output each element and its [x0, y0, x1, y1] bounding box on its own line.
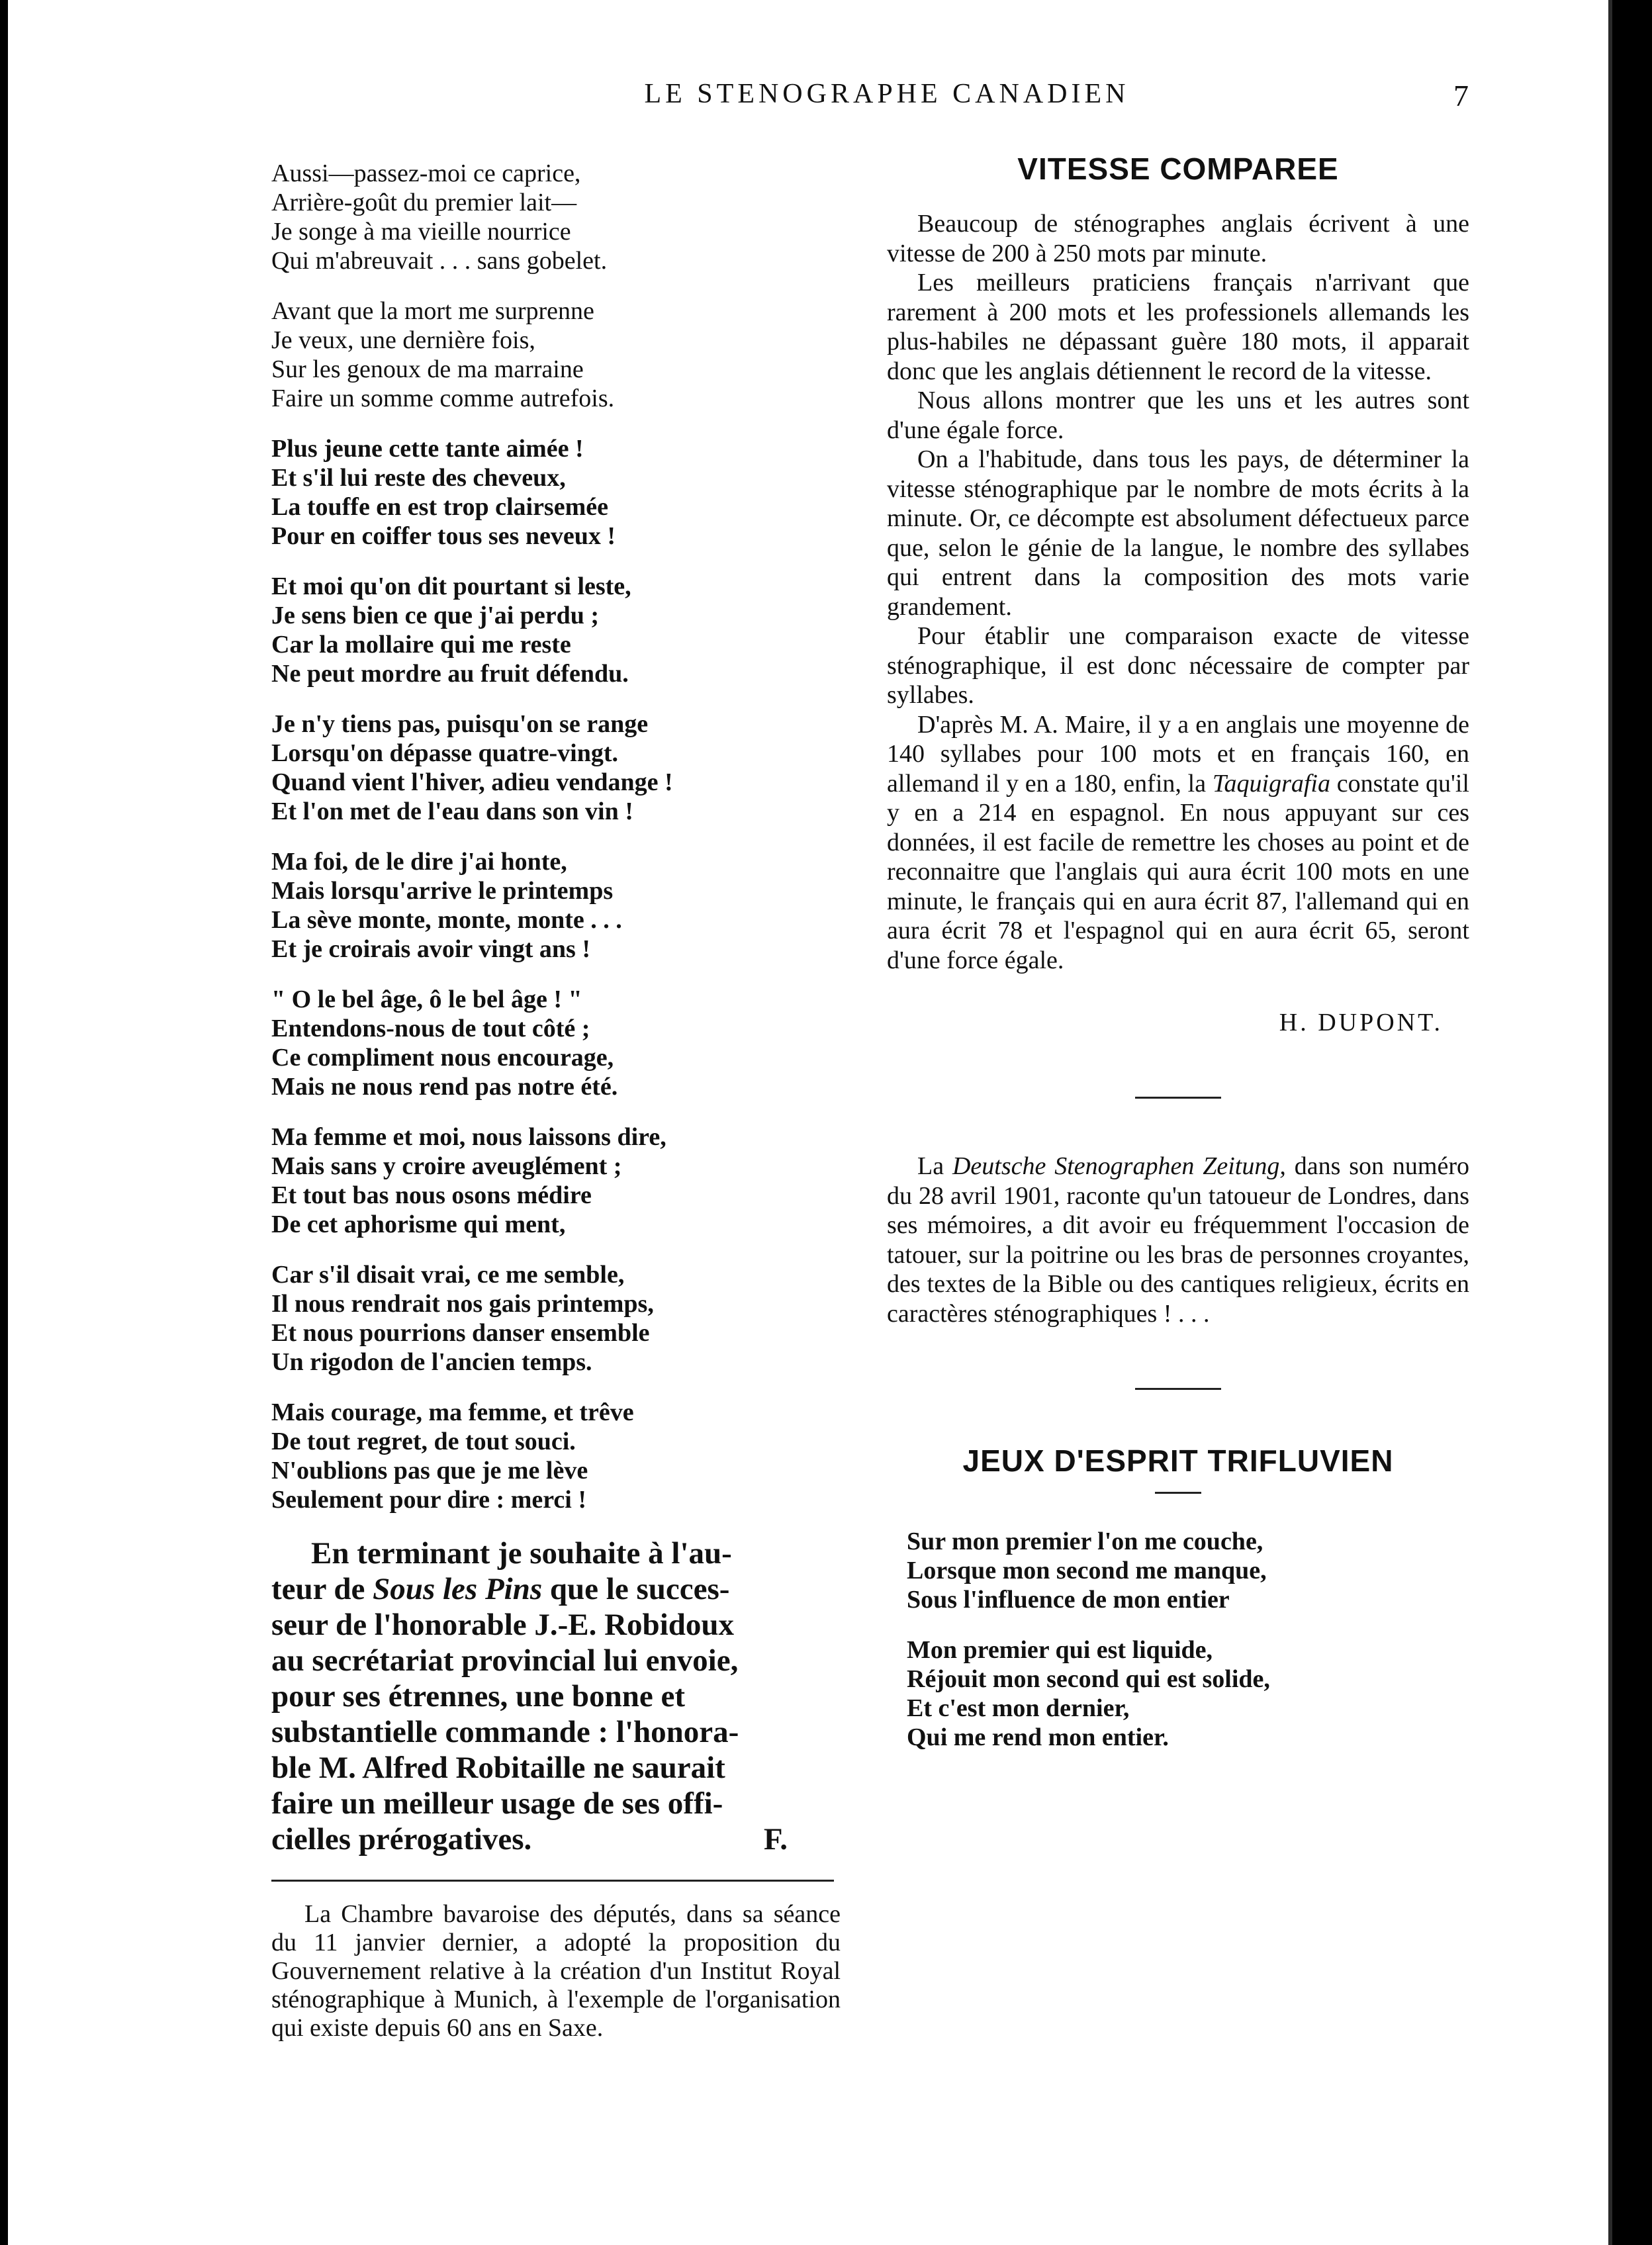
poem-line: Avant que la mort me surprenne — [271, 297, 594, 325]
poem-line: N'oublions pas que je me lève — [271, 1457, 588, 1485]
poem-line: Qui m'abreuvait . . . sans gobelet. — [271, 247, 608, 275]
riddle-poem — [887, 1527, 1469, 1752]
riddle-stanza — [887, 1527, 1469, 1614]
scan-border-right — [1612, 0, 1652, 2245]
poem-line: Et moi qu'on dit pourtant si leste, — [271, 573, 631, 600]
scan-border-left — [0, 0, 8, 2245]
jeux-title: JEUX D'ESPRIT TRIFLUVIEN — [962, 1443, 1394, 1478]
book-title: Sous les Pins — [373, 1572, 543, 1606]
poem-line: La touffe en est trop clairsemée — [271, 493, 608, 521]
vitesse-paragraph: Les meilleurs praticiens français n'arrivant que rarement à 200 mots et les professionels allemands les plus-habiles ne dépassant guère 180 mots, il apparait donc que les anglais détiennent le record de la vitesse. — [887, 269, 1469, 385]
poem-line: Entendons-nous de tout côté ; — [271, 1015, 590, 1042]
riddle-line: Mon premier qui est liquide, — [907, 1636, 1213, 1664]
page-number: 7 — [1453, 79, 1469, 113]
closing-line — [271, 1750, 841, 1786]
poem-line: Arrière-goût du premier lait— — [271, 189, 577, 216]
poem-line: Faire un somme comme autrefois. — [271, 385, 615, 412]
poem-line: Mais courage, ma femme, et trêve — [271, 1398, 634, 1426]
poem-stanza — [271, 572, 841, 688]
poem-line: Car s'il disait vrai, ce me semble, — [271, 1261, 625, 1289]
poem-line: Plus jeune cette tante aimée ! — [271, 435, 584, 463]
poem-line: Quand vient l'hiver, adieu vendange ! — [271, 768, 673, 796]
closing-line — [271, 1643, 841, 1678]
closing-text: substantielle commande : l'honora- — [271, 1715, 739, 1749]
section-divider — [1135, 1097, 1221, 1099]
poem-stanza — [271, 159, 841, 275]
closing-text: cielles prérogatives. — [271, 1822, 532, 1856]
poem-line: Seulement pour dire : merci ! — [271, 1486, 586, 1514]
poem-line: Je sens bien ce que j'ai perdu ; — [271, 602, 600, 629]
riddle-line: Réjouit mon second qui est solide, — [907, 1665, 1270, 1693]
closing-text: faire un meilleur usage de ses offi- — [271, 1786, 723, 1821]
poem-line: Et je croirais avoir vingt ans ! — [271, 935, 590, 963]
poem-stanza — [271, 297, 841, 413]
left-column — [271, 159, 841, 2042]
closing-text: pour ses étrennes, une bonne et — [271, 1679, 685, 1714]
poem-line: Je songe à ma vieille nourrice — [271, 218, 571, 246]
running-header: LE STENOGRAPHE CANADIEN — [644, 79, 1130, 109]
poem-line: Je n'y tiens pas, puisqu'on se range — [271, 710, 649, 738]
right-column — [887, 151, 1469, 1773]
vitesse-paragraph: Pour établir une comparaison exacte de vitesse sténographique, il est donc nécessaire de compter par syllabes. — [887, 622, 1469, 709]
poem-line: Et tout bas nous osons médire — [271, 1181, 592, 1209]
publication-title: Taquigrafia — [1212, 769, 1330, 798]
closing-line — [271, 1821, 841, 1857]
poem-line: Je veux, une dernière fois, — [271, 326, 535, 354]
closing-text: En terminant je souhaite à l'au- — [311, 1536, 732, 1571]
closing-line — [271, 1786, 841, 1821]
closing-line — [271, 1607, 841, 1643]
riddle-line: Sur mon premier l'on me couche, — [907, 1528, 1263, 1555]
poem-line: La sève monte, monte, monte . . . — [271, 906, 622, 934]
poem-line: De tout regret, de tout souci. — [271, 1428, 576, 1455]
closing-line — [271, 1714, 841, 1750]
poem-stanza — [271, 847, 841, 964]
publication-title: Deutsche Stenographen Zeitung, — [952, 1152, 1286, 1180]
poem-stanza — [271, 985, 841, 1101]
closing-line — [271, 1535, 841, 1571]
vitesse-paragraph: Nous allons montrer que les uns et les autres sont d'une égale force. — [887, 387, 1469, 444]
poem-line: Et nous pourrions danser ensemble — [271, 1319, 650, 1347]
vitesse-paragraph — [887, 710, 1469, 976]
deutsche-text-post: dans son numéro du 28 avril 1901, raconte qu'un tatoueur de Londres, dans ses mémoires, a dit avoir eu fréquemment l'occasion de tatouer, sur la poitrine ou les bras de personnes croyantes, des textes de la Bible ou des cantiques religieux, écrits en caractères sténographiques ! . . . — [887, 1152, 1469, 1328]
poem-line: Lorsqu'on dépasse quatre-vingt. — [271, 739, 619, 767]
closing-paragraph — [271, 1535, 841, 1857]
poem-line: Ma femme et moi, nous laissons dire, — [271, 1123, 666, 1151]
vitesse-title: VITESSE COMPAREE — [1017, 152, 1339, 186]
poem-line: Mais sans y croire aveuglément ; — [271, 1152, 622, 1180]
poem-line: Et s'il lui reste des cheveux, — [271, 464, 566, 492]
poem-line: Mais lorsqu'arrive le printemps — [271, 877, 614, 905]
closing-text: ble M. Alfred Robitaille ne saurait — [271, 1751, 725, 1785]
closing-text: au secrétariat provincial lui envoie, — [271, 1643, 739, 1678]
riddle-line: Qui me rend mon entier. — [907, 1723, 1169, 1751]
closing-line — [271, 1571, 841, 1607]
closing-text-post: que le succes- — [542, 1572, 730, 1606]
poem-line: Pour en coiffer tous ses neveux ! — [271, 522, 616, 550]
closing-line — [271, 1678, 841, 1714]
poem-line: De cet aphorisme qui ment, — [271, 1211, 566, 1238]
poem — [271, 159, 841, 1514]
closing-text: seur de l'honorable J.-E. Robidoux — [271, 1608, 735, 1642]
poem-line: Ma foi, de le dire j'ai honte, — [271, 848, 567, 876]
poem-line: Sur les genoux de ma marraine — [271, 355, 584, 383]
poem-stanza — [271, 1260, 841, 1377]
riddle-line: Lorsque mon second me manque, — [907, 1557, 1267, 1584]
vitesse-paragraph: On a l'habitude, dans tous les pays, de déterminer la vitesse sténographique par le nombre de mots écrits à la minute. Or, ce décompte est absolument défectueux parce que, selon le génie de la langue, le nombre des syllabes qui entrent dans la composition des mots varie grandement. — [887, 445, 1469, 621]
poem-line: Car la mollaire qui me reste — [271, 631, 571, 659]
vitesse-text-post: constate qu'il y en a 214 en espagnol. En nous appuyant sur ces données, il est facile de remettre les choses au point et de reconnaitre que l'anglais qui aura écrit 100 mots en une minute, le français qui en aura écrit 87, l'allemand qui en aura écrit 78 et l'espagnol qui en aura écrit 65, seront d'une force égale. — [887, 769, 1469, 974]
riddle-line: Sous l'influence de mon entier — [907, 1586, 1230, 1614]
vitesse-text-pre: D'après M. A. Maire, il y a en anglais une moyenne de 140 syllabes pour 100 mots et en français 160, en allemand il y en a 180, enfin, la — [887, 710, 1469, 798]
bavaria-paragraph: La Chambre bavaroise des députés, dans sa séance du 11 janvier dernier, a adopté la proposition du Gouvernement relative à la création d'un Institut Royal sténographique à Munich, à l'exemple de l'organisation qui existe depuis 60 ans en Saxe. — [271, 1900, 841, 2042]
section-divider — [1135, 1388, 1221, 1390]
poem-stanza — [271, 434, 841, 551]
poem-line: Et l'on met de l'eau dans son vin ! — [271, 798, 633, 825]
poem-line: Ce compliment nous encourage, — [271, 1044, 614, 1072]
poem-line: " O le bel âge, ô le bel âge ! " — [271, 985, 582, 1013]
section-divider — [271, 1880, 834, 1882]
author-signature: H. DUPONT. — [1279, 1009, 1443, 1036]
closing-text-pre: teur de — [271, 1572, 373, 1606]
riddle-line: Et c'est mon dernier, — [907, 1694, 1130, 1722]
deutsche-text-pre: La — [917, 1152, 952, 1180]
poem-line: Un rigodon de l'ancien temps. — [271, 1348, 592, 1376]
closing-text — [271, 1571, 729, 1607]
closing-signature: F. — [763, 1822, 788, 1856]
poem-line: Ne peut mordre au fruit défendu. — [271, 660, 629, 688]
poem-stanza — [271, 1398, 841, 1514]
poem-line: Il nous rendrait nos gais printemps, — [271, 1290, 654, 1318]
poem-stanza — [271, 1122, 841, 1239]
vitesse-paragraph: Beaucoup de sténographes anglais écrivent à une vitesse de 200 à 250 mots par minute. — [887, 210, 1469, 267]
poem-stanza — [271, 710, 841, 826]
poem-line: Aussi—passez-moi ce caprice, — [271, 160, 581, 187]
riddle-stanza — [887, 1635, 1469, 1752]
title-underline — [1155, 1492, 1201, 1494]
poem-line: Mais ne nous rend pas notre été. — [271, 1073, 618, 1101]
deutsche-paragraph — [887, 1152, 1469, 1328]
